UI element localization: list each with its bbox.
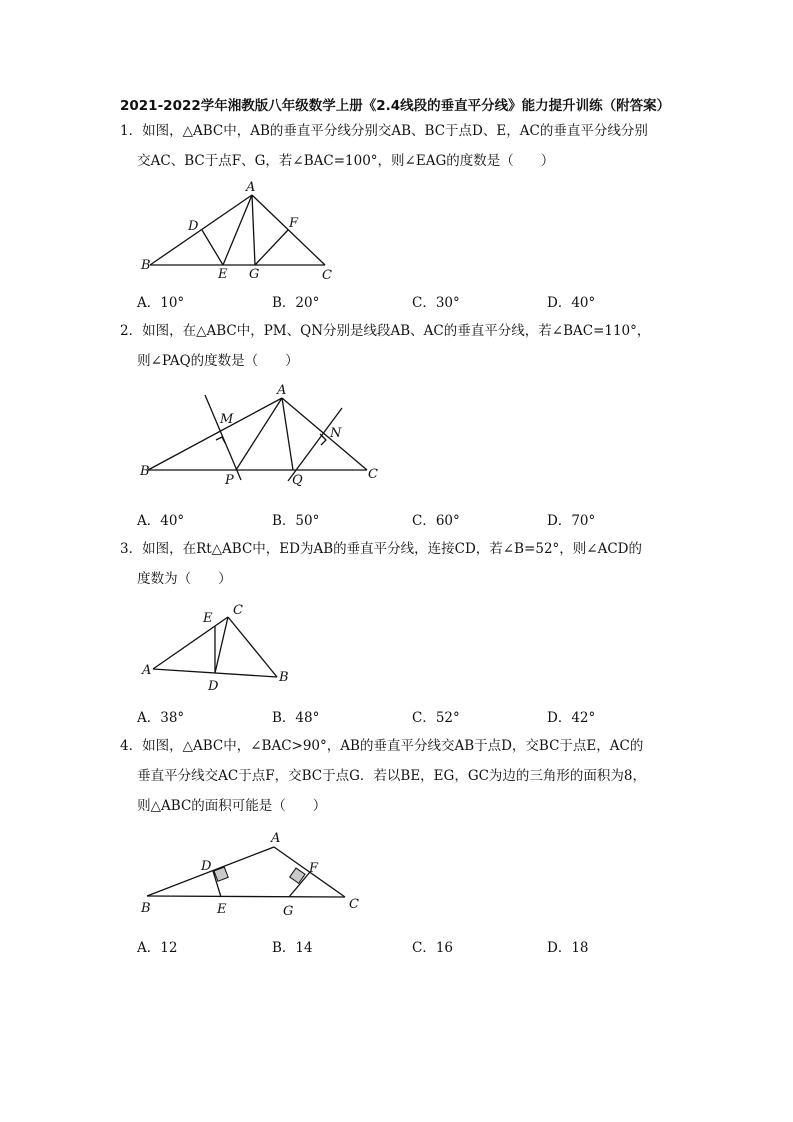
q2-label-a: A — [277, 383, 287, 398]
q3-label-c: C — [233, 603, 243, 618]
q1-segment-de — [202, 230, 223, 265]
q3-choice-a[interactable]: A．38° — [137, 710, 185, 726]
q2-label-n: N — [330, 426, 342, 441]
question-2-text: 2．如图，在△ABC中，PM、QN分别是线段AB、AC的垂直平分线，若∠BAC=110°， 则∠PAQ的度数是（ ） — [120, 323, 651, 369]
question-4-text: 4．如图，△ABC中，∠BAC>90°，AB的垂直平分线交AB于点D，交BC于点E，AC的 垂直平分线交AC于点F，交BC于点G．若以BE，EG，GC为边的三角形的面积为8， 则△ABC的面积可能是（ ） — [120, 738, 647, 814]
q2-label-p: P — [225, 473, 234, 488]
q3-choice-d[interactable]: D．42° — [547, 710, 596, 726]
q2-segment-ab — [148, 398, 282, 470]
question-3-figure — [135, 600, 305, 695]
q3-choice-c[interactable]: C．52° — [412, 710, 460, 726]
q1-segment-ag — [252, 195, 255, 265]
q1-segment-fg — [255, 230, 288, 265]
q1-choice-a[interactable]: A．10° — [137, 295, 185, 311]
q1-label-d: D — [188, 219, 199, 234]
question-3-text: 3．如图，在Rt△ABC中，ED为AB的垂直平分线，连接CD，若∠B=52°，则∠ACD的 度数为（ ） — [120, 541, 642, 587]
q4-choice-b[interactable]: B．14 — [272, 940, 313, 956]
q3-label-b: B — [279, 670, 289, 685]
question-2-figure — [130, 383, 390, 493]
q1-label-g: G — [249, 267, 260, 282]
q1-label-f: F — [289, 216, 299, 231]
question-1-figure — [130, 180, 350, 285]
q2-segment-ac — [282, 398, 367, 470]
q1-label-a: A — [246, 180, 256, 195]
q1-label-c: C — [322, 268, 332, 283]
q2-label-c: C — [368, 467, 378, 482]
q2-choice-b[interactable]: B．50° — [272, 513, 320, 529]
question-1-text: 1．如图，△ABC中，AB的垂直平分线分别交AB、BC于点D、E，AC的垂直平分线分别 交AC、BC于点F、G，若∠BAC=100°，则∠EAG的度数是（ ） — [120, 123, 648, 169]
q2-choice-d[interactable]: D．70° — [547, 513, 596, 529]
q4-label-d: D — [201, 859, 212, 874]
q4-label-f: F — [309, 861, 319, 876]
q3-segment-ac — [153, 617, 228, 669]
q1-choice-b[interactable]: B．20° — [272, 295, 320, 311]
q3-label-e: E — [203, 611, 213, 626]
q2-label-q: Q — [292, 473, 303, 488]
q4-choice-d[interactable]: D．18 — [547, 940, 589, 956]
q2-segment-aq — [282, 398, 293, 470]
q1-choice-d[interactable]: D．40° — [547, 295, 596, 311]
q4-label-g: G — [283, 904, 294, 919]
q1-label-b: B — [141, 258, 151, 273]
q4-label-b: B — [141, 901, 151, 916]
q4-segment-bc — [147, 896, 345, 897]
q4-choice-a[interactable]: A．12 — [137, 940, 178, 956]
q2-label-b: B — [140, 464, 150, 479]
q2-segment-ap — [236, 398, 282, 470]
page-title: 2021-2022学年湘教版八年级数学上册《2.4线段的垂直平分线》能力提升训练（附答案） — [120, 98, 671, 114]
q4-label-c: C — [349, 897, 359, 912]
q1-segment-ab — [150, 195, 252, 265]
q3-label-d: D — [208, 679, 219, 694]
q2-choice-c[interactable]: C．60° — [412, 513, 460, 529]
q4-label-e: E — [217, 902, 227, 917]
q4-label-a: A — [271, 831, 281, 846]
question-4-figure — [135, 830, 375, 920]
q1-label-e: E — [218, 267, 228, 282]
q2-label-m: M — [220, 412, 234, 427]
q2-right-angle-n — [320, 434, 326, 445]
q3-segment-cb — [228, 617, 277, 677]
q3-choice-b[interactable]: B．48° — [272, 710, 320, 726]
q3-label-a: A — [142, 663, 152, 678]
q2-bisector-pm — [205, 395, 241, 480]
q2-choice-a[interactable]: A．40° — [137, 513, 185, 529]
q1-choice-c[interactable]: C．30° — [412, 295, 460, 311]
q4-choice-c[interactable]: C．16 — [412, 940, 454, 956]
